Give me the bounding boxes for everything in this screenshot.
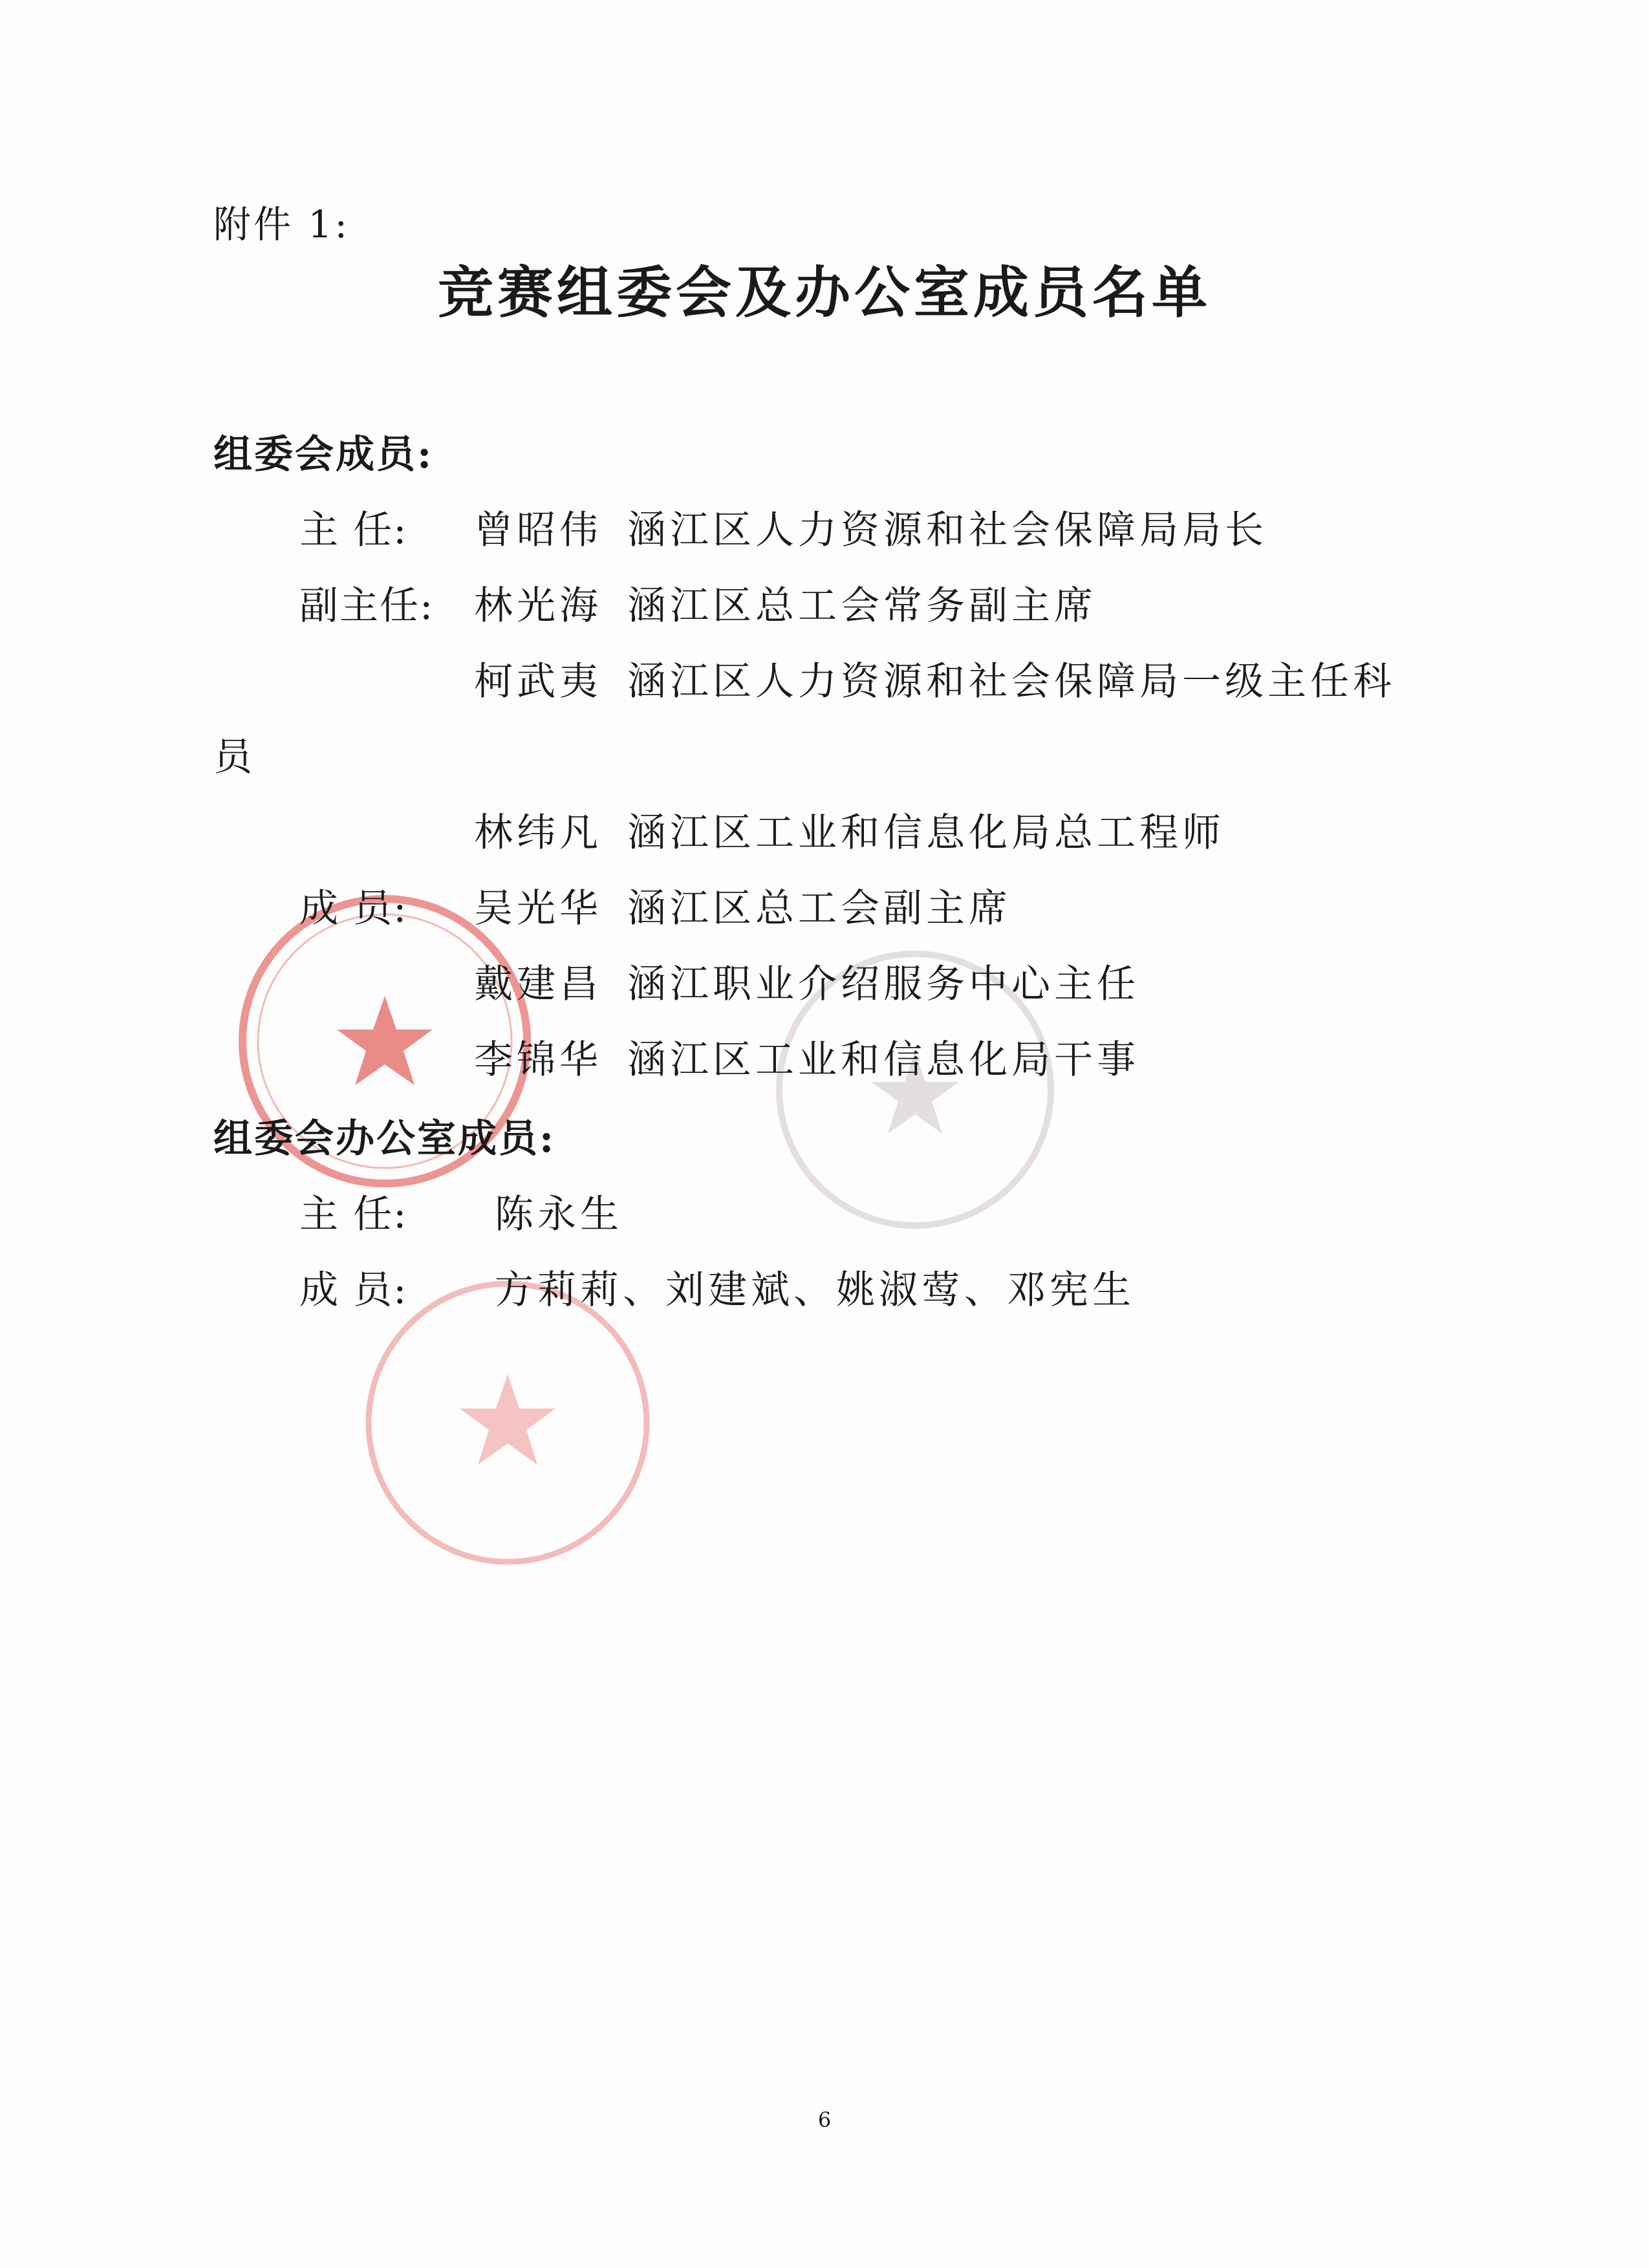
member-post: 涵江区总工会副主席	[627, 886, 1011, 931]
member-name: 曾昭伟	[474, 508, 602, 553]
member-post: 涵江区工业和信息化局干事	[627, 1037, 1139, 1083]
document-title: 竞赛组委会及办公室成员名单	[438, 260, 1211, 325]
member-name: 林光海	[474, 583, 602, 629]
member-role: 主 任:	[299, 508, 408, 553]
office-member-role: 主 任:	[299, 1192, 408, 1237]
office-heading: 组委会办公室成员:	[213, 1116, 556, 1161]
member-name: 李锦华	[474, 1037, 602, 1083]
member-post: 涵江职业介绍服务中心主任	[627, 962, 1139, 1007]
member-name: 林纬凡	[474, 810, 602, 856]
member-post: 涵江区人力资源和社会保障局局长	[627, 508, 1267, 553]
committee-heading: 组委会成员:	[213, 432, 434, 477]
member-role: 成 员:	[299, 886, 408, 931]
member-post: 涵江区工业和信息化局总工程师	[627, 810, 1225, 856]
member-name: 戴建昌	[474, 962, 602, 1007]
member-post: 涵江区总工会常务副主席	[627, 583, 1097, 629]
member-name: 柯武夷	[474, 659, 602, 704]
office-member-role: 成 员:	[299, 1268, 408, 1313]
page-number: 6	[817, 2108, 832, 2132]
member-post: 涵江区人力资源和社会保障局一级主任科	[627, 659, 1396, 704]
office-member-value: 陈永生	[495, 1192, 623, 1237]
attachment-label: 附件 1:	[213, 202, 350, 246]
seal-stamp-bottom	[346, 1268, 669, 1578]
member-role: 副主任:	[299, 583, 435, 629]
office-member-value: 方莉莉、刘建斌、姚淑莺、邓宪生	[495, 1268, 1135, 1313]
member-name: 吴光华	[474, 886, 602, 931]
member-post-wrap: 员	[213, 735, 256, 780]
